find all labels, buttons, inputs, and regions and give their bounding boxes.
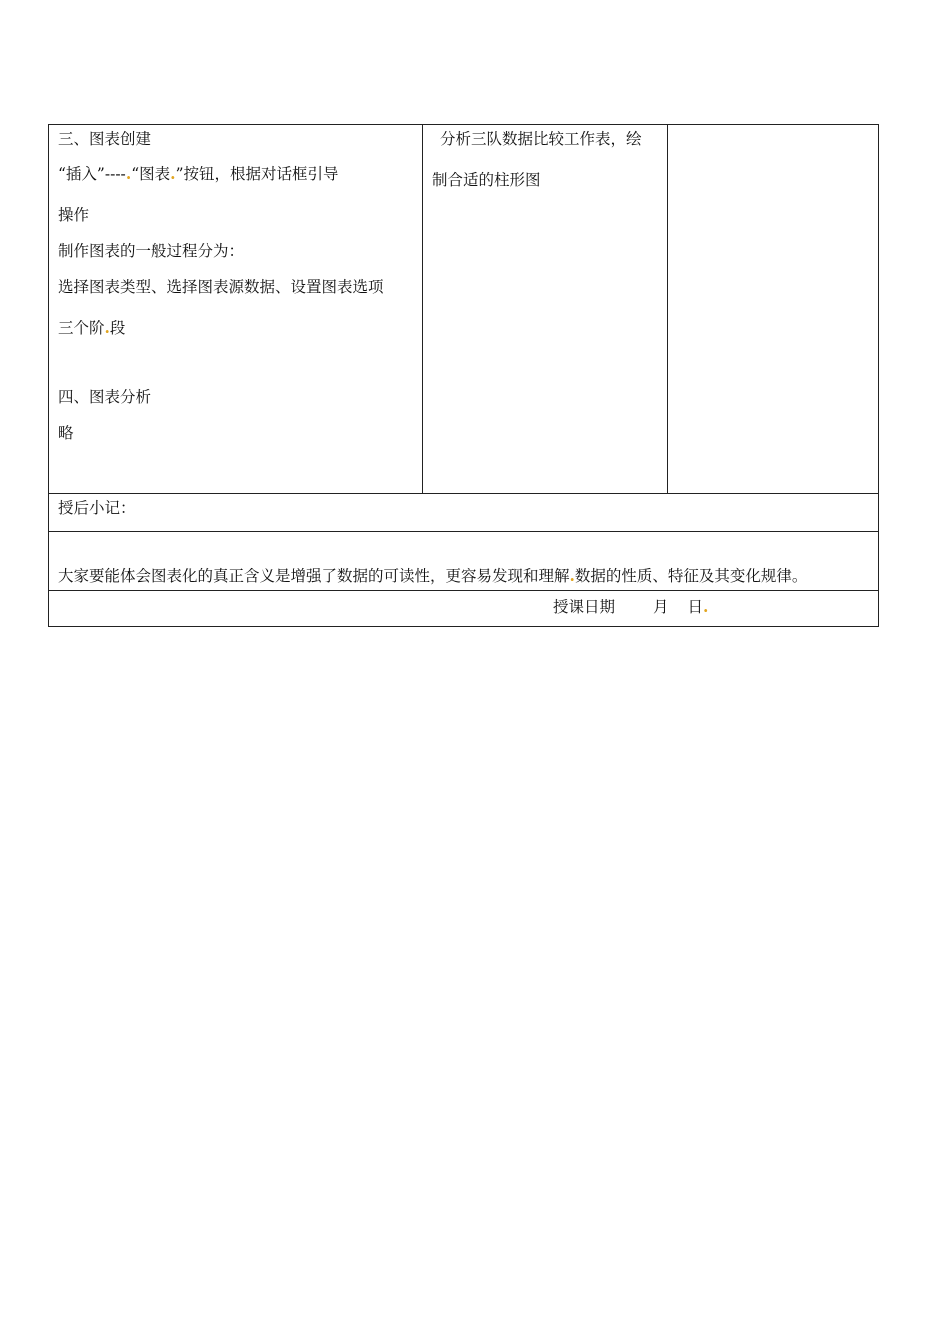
notes-label: 授后小记： [58,499,136,517]
three-stages-part1: 三个阶 [58,319,105,337]
notes-text [58,566,807,586]
insert-instruction-part1: “插入”---- [58,165,126,183]
date-cell [49,591,879,627]
date-line [553,597,708,617]
right-column-cell [668,125,879,494]
month-label: 月 [653,598,669,616]
marker-dot: . [569,566,575,585]
notes-text-cell [49,532,879,591]
task-line-2: 制合适的柱形图 [432,171,541,189]
content-row [49,125,879,494]
date-label: 授课日期 [553,598,616,616]
insert-instruction-part2: “图表 [131,165,171,183]
marker-dot: . [104,318,110,337]
lesson-plan-table [48,124,879,627]
marker-dot: . [170,164,176,183]
operate-text: 操作 [58,206,90,224]
date-row [49,591,879,627]
process-steps: 选择图表类型、选择图表源数据、设置图表选项 [58,278,384,296]
notes-label-row [49,494,879,532]
three-stages-part2: 段 [109,319,126,337]
omitted-text: 略 [58,424,74,442]
notes-text-part1: 大家要能体会图表化的真正含义是增强了数据的可读性，更容易发现和理解 [58,567,570,585]
left-column-cell [49,125,423,494]
task-line-1: 分析三队数据比较工作表，绘 [440,130,642,148]
middle-column-cell [423,125,668,494]
day-label: 日 [687,598,704,616]
notes-text-part2: 数据的性质、特征及其变化规律。 [574,567,808,585]
marker-dot: . [703,597,709,616]
notes-label-cell [49,494,879,532]
insert-instruction [58,164,339,184]
three-stages [58,318,125,338]
process-intro: 制作图表的一般过程分为： [58,242,245,260]
notes-text-row [49,532,879,591]
insert-instruction-part3: ”按钮，根据对话框引导 [175,165,339,183]
marker-dot: . [125,164,132,183]
heading-chart-create: 三、图表创建 [58,130,152,148]
heading-chart-analysis: 四、图表分析 [58,388,152,406]
